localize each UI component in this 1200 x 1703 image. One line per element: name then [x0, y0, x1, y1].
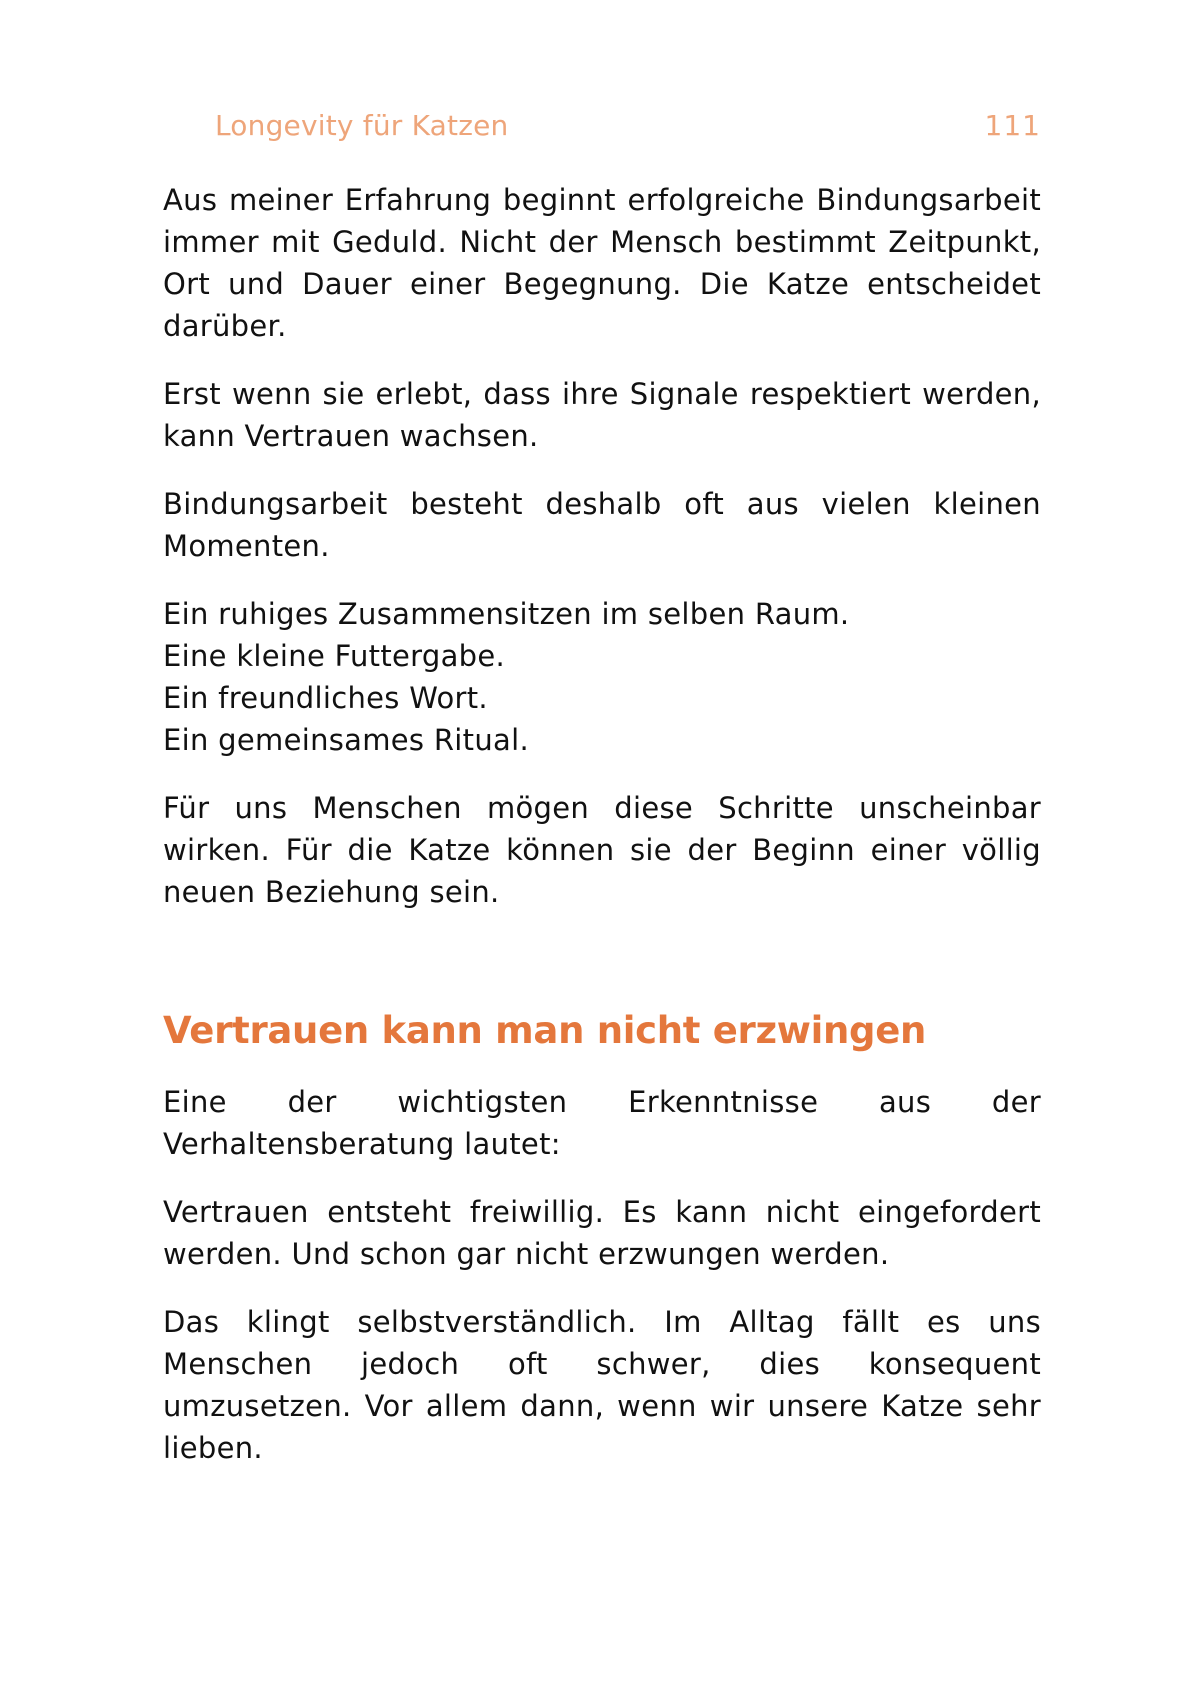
running-title: Longevity für Katzen: [215, 109, 509, 142]
paragraph-insight-line-1: Eine der wichtigsten Erkenntnisse aus der: [163, 1085, 1041, 1119]
moment-line: Ein gemeinsames Ritual.: [163, 723, 529, 757]
page-number: 111: [984, 109, 1041, 142]
book-page: [163, 0, 1041, 1703]
paragraph-small-moments: Bindungsarbeit besteht deshalb oft aus vielen kleinen Momenten.: [163, 487, 1041, 563]
paragraph-voluntary-trust: Vertrauen entsteht freiwillig. Es kann nicht eingefordert werden. Und schon gar nicht erzwungen werden.: [163, 1195, 1041, 1271]
paragraph-everyday-difficulty: Das klingt selbstverständlich. Im Alltag fällt es uns Menschen jedoch oft schwer, dies konsequent umzusetzen. Vor allem dann, wenn wir unsere Katze sehr lieben.: [163, 1305, 1041, 1465]
moment-line: Ein ruhiges Zusammensitzen im selben Raum.: [163, 597, 850, 631]
paragraph-new-relationship: Für uns Menschen mögen diese Schritte unscheinbar wirken. Für die Katze können sie der Beginn einer völlig neuen Beziehung sein.: [163, 791, 1041, 909]
paragraph-trust-grows: Erst wenn sie erlebt, dass ihre Signale respektiert werden, kann Vertrauen wachsen.: [163, 377, 1041, 453]
running-header: [163, 106, 1041, 146]
paragraph-insight-line-2: Verhaltensberatung lautet:: [163, 1127, 561, 1161]
paragraph-patience: Aus meiner Erfahrung beginnt erfolgreiche Bindungsarbeit immer mit Geduld. Nicht der Mensch bestimmt Zeitpunkt, Ort und Dauer einer Begegnung. Die Katze entscheidet darüber.: [163, 183, 1041, 343]
section-heading: Vertrauen kann man nicht erzwingen: [163, 1009, 927, 1052]
moment-line: Ein freundliches Wort.: [163, 681, 488, 715]
moment-line: Eine kleine Futtergabe.: [163, 639, 506, 673]
moments-list: [163, 593, 1041, 761]
body-text: [163, 179, 1041, 1469]
